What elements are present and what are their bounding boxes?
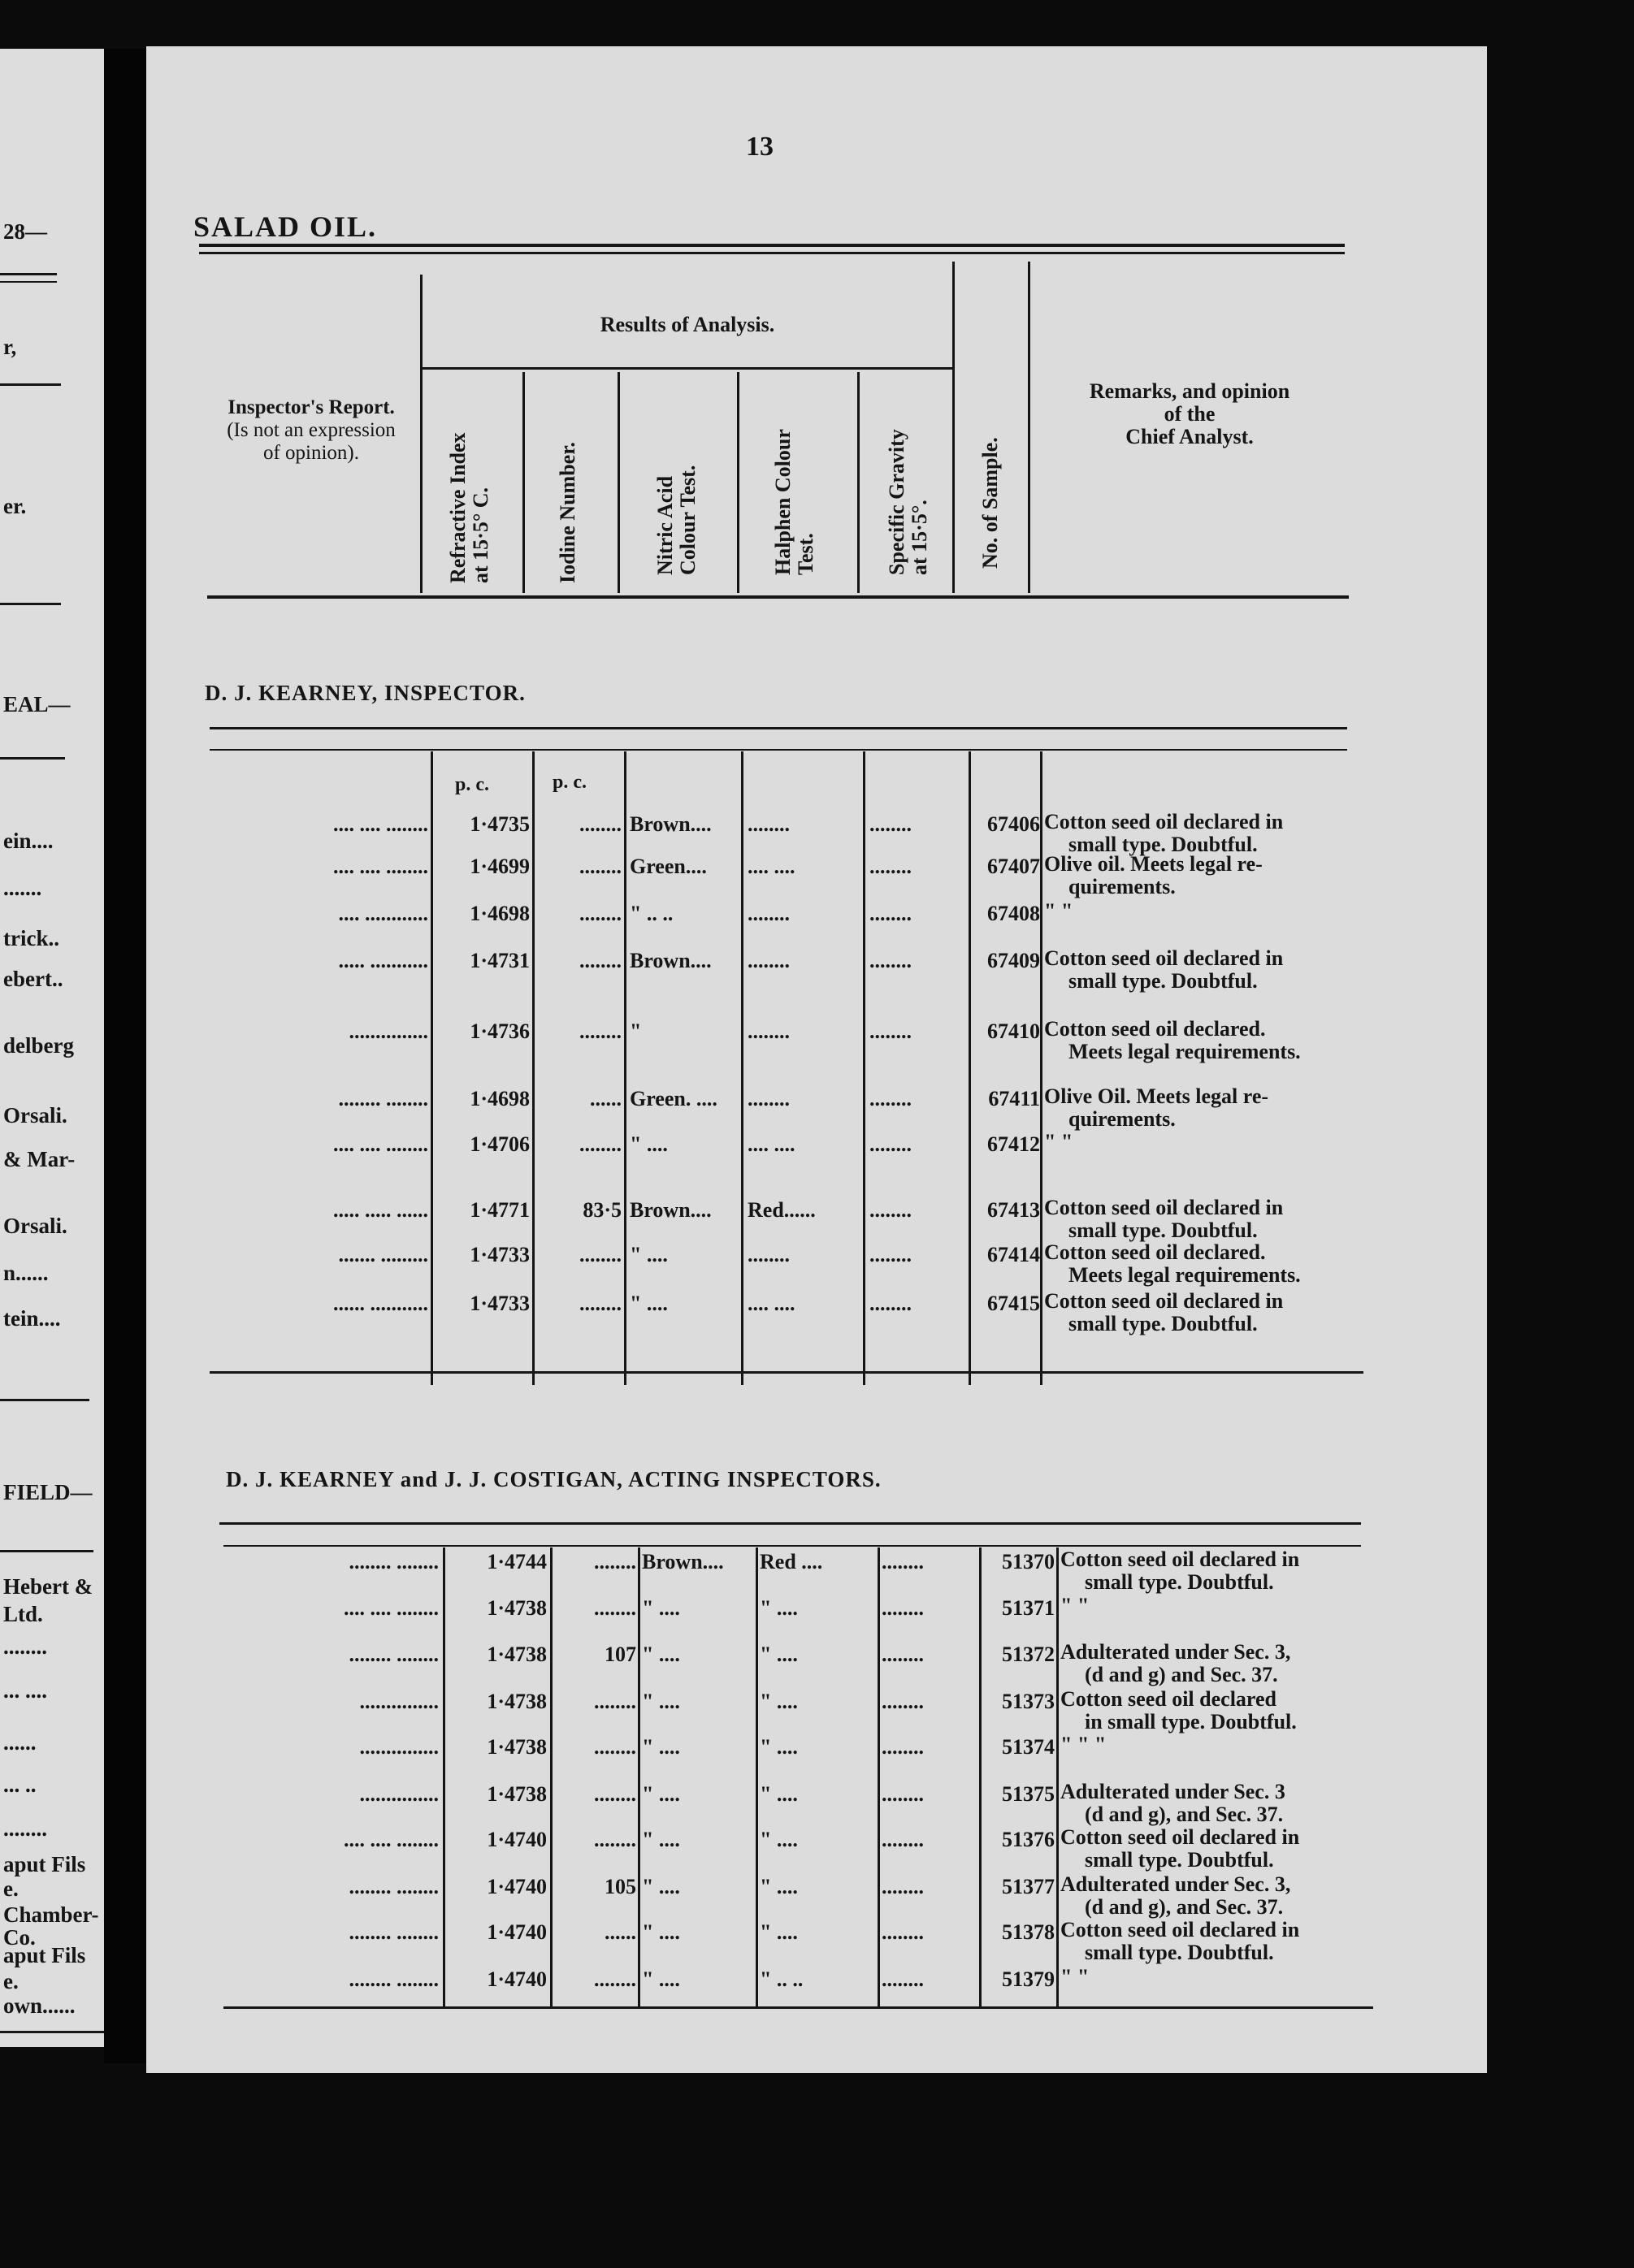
section1-divider xyxy=(741,751,743,1385)
nitric-acid-cell: " .... xyxy=(642,1735,680,1759)
inspector-report-cell: ....... ......... xyxy=(338,1243,428,1266)
remarks-line: (d and g), and Sec. 37. xyxy=(1085,1803,1284,1826)
section1-bottom-rule xyxy=(210,1371,1363,1374)
refractive-index-header: Refractive Index at 15·5° C. xyxy=(446,432,492,583)
left-page-fragment: r, xyxy=(3,335,17,359)
sample-number-cell: 67415 xyxy=(987,1292,1040,1315)
remarks-line: quirements. xyxy=(1068,875,1176,898)
remarks-line: small type. Doubtful. xyxy=(1068,969,1258,993)
iodine-number-cell: 107 xyxy=(605,1643,636,1666)
iodine-number-cell: ........ xyxy=(579,812,622,836)
halphen-cell: ........ xyxy=(748,812,790,836)
iodine-number-header: Iodine Number. xyxy=(556,442,579,583)
refractive-index-cell: 1·4735 xyxy=(470,812,530,836)
refractive-index-cell: 1·4740 xyxy=(487,1828,547,1851)
inspector-report-cell: ..... ..... ...... xyxy=(333,1198,428,1222)
sample-number-cell: 67409 xyxy=(987,949,1040,972)
remarks-line: " " xyxy=(1044,899,1073,923)
remarks-line: " " xyxy=(1060,1965,1090,1989)
nitric-acid-cell: Brown.... xyxy=(630,1198,712,1222)
remarks-line: Cotton seed oil declared in xyxy=(1060,1547,1300,1571)
specific-gravity-cell: ........ xyxy=(869,1198,912,1222)
refractive-index-cell: 1·4738 xyxy=(487,1643,547,1666)
halphen-cell: ........ xyxy=(748,949,790,972)
inspector-report-cell: ........ ........ xyxy=(349,1550,439,1573)
title-rule-2 xyxy=(199,252,1345,254)
halphen-cell: " .... xyxy=(760,1596,798,1620)
inspector-report-cell: ........ ........ xyxy=(349,1643,439,1666)
remarks-cell xyxy=(1044,1241,1301,1287)
section2-divider xyxy=(443,1547,445,2006)
left-page-fragment: ein.... xyxy=(3,829,54,853)
iodine-number-cell: ........ xyxy=(579,902,622,925)
left-page-fragment: trick.. xyxy=(3,926,59,950)
header-divider xyxy=(737,372,739,593)
section1-divider xyxy=(624,751,626,1385)
halphen-header: Halphen Colour Test. xyxy=(771,429,817,575)
nitric-acid-cell: " .... xyxy=(642,1690,680,1713)
remarks-line: quirements. xyxy=(1068,1107,1176,1131)
left-page-fragment: delberg xyxy=(3,1033,74,1058)
left-page-rule xyxy=(0,603,61,605)
inspector-report-cell: ............... xyxy=(349,1019,428,1043)
halphen-cell: " .... xyxy=(760,1920,798,1944)
halphen-cell: ........ xyxy=(748,1243,790,1266)
iodine-number-cell: ........ xyxy=(594,1828,636,1851)
specific-gravity-cell: ........ xyxy=(869,1292,912,1315)
page-title: SALAD OIL. xyxy=(193,210,378,243)
remarks-line: Meets legal requirements. xyxy=(1068,1263,1301,1287)
sample-number-cell: 51375 xyxy=(1002,1782,1055,1806)
halphen-cell: ........ xyxy=(748,902,790,925)
remarks-line: small type. Doubtful. xyxy=(1085,1941,1274,1964)
refractive-index-cell: 1·4733 xyxy=(470,1243,530,1266)
remarks-cell xyxy=(1044,1018,1301,1063)
specific-gravity-cell: ........ xyxy=(869,1243,912,1266)
left-page-fragment: ........ xyxy=(3,1634,47,1659)
left-page-fragment: e. xyxy=(3,1876,19,1901)
remarks-cell xyxy=(1044,811,1283,856)
remarks-line: (d and g), and Sec. 37. xyxy=(1085,1895,1284,1919)
left-page-rule xyxy=(0,2031,104,2033)
iodine-number-cell: ...... xyxy=(590,1087,622,1110)
specific-gravity-cell: ........ xyxy=(882,1643,924,1666)
refractive-index-cell: 1·4698 xyxy=(470,902,530,925)
sample-number-cell: 67410 xyxy=(987,1019,1040,1043)
refractive-index-cell: 1·4740 xyxy=(487,1967,547,1991)
sample-number-cell: 51378 xyxy=(1002,1920,1055,1944)
specific-gravity-cell: ........ xyxy=(869,1019,912,1043)
iodine-number-cell: ........ xyxy=(594,1690,636,1713)
halphen-cell: .... .... xyxy=(748,1132,795,1156)
sample-number-cell: 51373 xyxy=(1002,1690,1055,1713)
header-divider xyxy=(618,372,620,593)
nitric-acid-cell: Green.... xyxy=(630,855,707,878)
specific-gravity-cell: ........ xyxy=(869,855,912,878)
left-page-fragment: e. xyxy=(3,1969,19,1993)
iodine-number-cell: 105 xyxy=(605,1875,636,1898)
left-page-fragment: n...... xyxy=(3,1261,49,1285)
inspector-report-cell: ..... ........... xyxy=(338,949,428,972)
halphen-cell: " .... xyxy=(760,1735,798,1759)
specific-gravity-cell: ........ xyxy=(869,812,912,836)
iodine-unit: p. c. xyxy=(553,772,587,793)
halphen-cell: Red .... xyxy=(760,1550,823,1573)
sample-number-cell: 51370 xyxy=(1002,1550,1055,1573)
nitric-acid-cell: Green. .... xyxy=(630,1087,717,1110)
iodine-number-cell: ........ xyxy=(579,949,622,972)
specific-gravity-cell: ........ xyxy=(882,1596,924,1620)
nitric-acid-cell: " .... xyxy=(642,1967,680,1991)
refractive-index-cell: 1·4744 xyxy=(487,1550,547,1573)
section1-rule xyxy=(210,749,1347,751)
nitric-acid-cell: " .... xyxy=(642,1643,680,1666)
iodine-number-cell: ...... xyxy=(605,1920,636,1944)
refractive-index-cell: 1·4738 xyxy=(487,1735,547,1759)
left-page-fragment: aput Fils xyxy=(3,1943,86,1967)
remarks-cell xyxy=(1044,1131,1073,1153)
iodine-number-cell: ........ xyxy=(594,1782,636,1806)
results-of-analysis-header: Results of Analysis. xyxy=(600,313,775,336)
results-rule xyxy=(423,367,952,370)
remarks-line: small type. Doubtful. xyxy=(1068,833,1258,856)
halphen-cell: ........ xyxy=(748,1087,790,1110)
section2-divider xyxy=(638,1547,640,2006)
remarks-line: Cotton seed oil declared. xyxy=(1044,1240,1266,1264)
remarks-line: " " xyxy=(1044,1130,1073,1153)
remarks-line: Cotton seed oil declared in xyxy=(1044,1289,1284,1313)
remarks-cell xyxy=(1044,853,1263,898)
refractive-index-cell: 1·4736 xyxy=(470,1019,530,1043)
remarks-cell xyxy=(1060,1548,1299,1594)
nitric-acid-cell: Brown.... xyxy=(642,1550,724,1573)
header-bottom-rule xyxy=(207,595,1349,599)
refractive-index-cell: 1·4699 xyxy=(470,855,530,878)
specific-gravity-header: Specific Gravity at 15·5°. xyxy=(885,429,931,575)
specific-gravity-cell: ........ xyxy=(869,1132,912,1156)
refractive-index-cell: 1·4771 xyxy=(470,1198,530,1222)
halphen-cell: " .... xyxy=(760,1828,798,1851)
section2-divider xyxy=(756,1547,758,2006)
remarks-cell xyxy=(1060,1641,1290,1686)
sample-number-cell: 67408 xyxy=(987,902,1040,925)
remarks-line: small type. Doubtful. xyxy=(1068,1312,1258,1335)
left-page-fragment: FIELD— xyxy=(3,1480,93,1504)
sample-number-header: No. of Sample. xyxy=(978,437,1002,569)
sample-number-cell: 51372 xyxy=(1002,1643,1055,1666)
section2-divider xyxy=(878,1547,880,2006)
remarks-line: Adulterated under Sec. 3, xyxy=(1060,1640,1291,1664)
remarks-cell xyxy=(1060,1966,1089,1989)
iodine-number-cell: ........ xyxy=(594,1967,636,1991)
iodine-number-cell: ........ xyxy=(579,1132,622,1156)
sample-number-cell: 67407 xyxy=(987,855,1040,878)
remarks-line: (d and g) and Sec. 37. xyxy=(1085,1663,1278,1686)
remarks-cell xyxy=(1044,1085,1268,1131)
nitric-acid-cell: Brown.... xyxy=(630,949,712,972)
halphen-cell: " .... xyxy=(760,1690,798,1713)
section1-divider xyxy=(969,751,971,1385)
refractive-index-cell: 1·4738 xyxy=(487,1782,547,1806)
remarks-line: small type. Doubtful. xyxy=(1085,1848,1274,1872)
halphen-cell: " .... xyxy=(760,1643,798,1666)
iodine-number-cell: ........ xyxy=(579,1243,622,1266)
section1-divider xyxy=(532,751,535,1385)
left-page-fragment: ... .... xyxy=(3,1678,47,1703)
inspector-report-cell: ........ ........ xyxy=(338,1087,428,1110)
remarks-line: Cotton seed oil declared. xyxy=(1044,1017,1266,1041)
refractive-unit: p. c. xyxy=(455,774,489,795)
inspector-report-cell: ...... ........... xyxy=(333,1292,428,1315)
remarks-line: Cotton seed oil declared in xyxy=(1044,1196,1284,1219)
section2-divider xyxy=(979,1547,982,2006)
remarks-line: " " xyxy=(1060,1594,1090,1617)
remarks-line: small type. Doubtful. xyxy=(1068,1218,1258,1242)
left-page-fragment: er. xyxy=(3,494,27,518)
section1-divider xyxy=(431,751,433,1385)
section2-heading: D. J. KEARNEY and J. J. COSTIGAN, ACTING INSPECTORS. xyxy=(226,1467,882,1491)
nitric-acid-cell: " .... xyxy=(642,1920,680,1944)
iodine-number-cell: ........ xyxy=(579,1292,622,1315)
left-page-fragment: & Mar- xyxy=(3,1147,76,1171)
nitric-acid-cell: " .... xyxy=(642,1828,680,1851)
remarks-line: Adulterated under Sec. 3 xyxy=(1060,1780,1285,1803)
remarks-line: Cotton seed oil declared in xyxy=(1044,946,1284,970)
iodine-number-cell: ........ xyxy=(594,1596,636,1620)
sample-number-cell: 51371 xyxy=(1002,1596,1055,1620)
inspector-report-cell: .... ............ xyxy=(338,902,428,925)
refractive-index-cell: 1·4738 xyxy=(487,1690,547,1713)
iodine-number-cell: ........ xyxy=(579,855,622,878)
nitric-acid-cell: " .... xyxy=(630,1292,668,1315)
inspector-report-cell: ........ ........ xyxy=(349,1967,439,1991)
left-page-fragment: aput Fils xyxy=(3,1852,86,1876)
left-page-fragment: Ltd. xyxy=(3,1602,43,1626)
sample-number-cell: 67413 xyxy=(987,1198,1040,1222)
left-page-rule xyxy=(0,1399,89,1401)
specific-gravity-cell: ........ xyxy=(882,1875,924,1898)
remarks-line: in small type. Doubtful. xyxy=(1085,1710,1297,1733)
sample-number-cell: 51379 xyxy=(1002,1967,1055,1991)
inspector-report-cell: ............... xyxy=(359,1690,439,1713)
inspector-report-cell: .... .... ........ xyxy=(333,812,428,836)
left-page-fragment: tein.... xyxy=(3,1306,61,1331)
iodine-number-cell: ........ xyxy=(594,1550,636,1573)
title-rule-1 xyxy=(199,244,1345,247)
refractive-index-cell: 1·4698 xyxy=(470,1087,530,1110)
halphen-cell: .... .... xyxy=(748,1292,795,1315)
inspector-report-cell: .... .... ........ xyxy=(344,1596,439,1620)
remarks-cell xyxy=(1060,1781,1285,1826)
remarks-line: Meets legal requirements. xyxy=(1068,1040,1301,1063)
nitric-acid-cell: " .... xyxy=(630,1132,668,1156)
remarks-line: Cotton seed oil declared in xyxy=(1044,810,1284,833)
remarks-line: Adulterated under Sec. 3, xyxy=(1060,1872,1291,1896)
inspector-report-cell: ............... xyxy=(359,1735,439,1759)
specific-gravity-cell: ........ xyxy=(869,949,912,972)
sample-number-cell: 67412 xyxy=(987,1132,1040,1156)
inspector-report-cell: ............... xyxy=(359,1782,439,1806)
section2-bottom-rule xyxy=(223,2006,1373,2009)
halphen-cell: .... .... xyxy=(748,855,795,878)
left-page-fragment: ........ xyxy=(3,1816,47,1841)
remarks-line: small type. Doubtful. xyxy=(1085,1570,1274,1594)
left-page-fragment: Orsali. xyxy=(3,1103,67,1128)
section1-divider xyxy=(1040,751,1042,1385)
inspector-report-cell: .... .... ........ xyxy=(333,855,428,878)
specific-gravity-cell: ........ xyxy=(882,1828,924,1851)
remarks-line: Olive oil. Meets legal re- xyxy=(1044,852,1263,876)
left-page-rule xyxy=(0,757,65,760)
left-page-fragment: own...... xyxy=(3,1993,76,2018)
left-page-fragment: ...... xyxy=(3,1730,37,1755)
page-number: 13 xyxy=(746,132,774,162)
halphen-cell: ........ xyxy=(748,1019,790,1043)
left-page-fragment: ebert.. xyxy=(3,967,63,991)
inspector-report-header: Inspector's Report. (Is not an expression of opinion). xyxy=(227,396,396,464)
left-page-fragment: Chamber- xyxy=(3,1902,99,1927)
left-page-fragment: ... .. xyxy=(3,1772,37,1797)
iodine-number-cell: 83·5 xyxy=(583,1198,622,1222)
specific-gravity-cell: ........ xyxy=(882,1967,924,1991)
nitric-acid-cell: " .... xyxy=(642,1875,680,1898)
book-gutter xyxy=(104,49,146,2063)
header-divider xyxy=(522,372,525,593)
remarks-cell xyxy=(1044,1197,1283,1242)
nitric-acid-header: Nitric Acid Colour Test. xyxy=(653,465,700,575)
section1-divider xyxy=(863,751,865,1385)
refractive-index-cell: 1·4740 xyxy=(487,1875,547,1898)
nitric-acid-cell: " .... xyxy=(642,1596,680,1620)
nitric-acid-cell: " xyxy=(630,1019,642,1043)
header-divider xyxy=(857,372,860,593)
specific-gravity-cell: ........ xyxy=(882,1735,924,1759)
sample-number-cell: 67414 xyxy=(987,1243,1040,1266)
specific-gravity-cell: ........ xyxy=(869,1087,912,1110)
remarks-cell xyxy=(1060,1873,1290,1919)
sample-number-cell: 51377 xyxy=(1002,1875,1055,1898)
remarks-header: Remarks, and opinion of the Chief Analyst. xyxy=(1089,379,1290,448)
nitric-acid-cell: Brown.... xyxy=(630,812,712,836)
refractive-index-cell: 1·4738 xyxy=(487,1596,547,1620)
remarks-cell xyxy=(1060,1595,1089,1617)
specific-gravity-cell: ........ xyxy=(882,1920,924,1944)
remarks-cell xyxy=(1060,1826,1299,1872)
remarks-cell xyxy=(1044,1290,1283,1335)
iodine-number-cell: ........ xyxy=(594,1735,636,1759)
remarks-cell xyxy=(1044,947,1283,993)
left-page-rule xyxy=(0,383,61,386)
section1-top-rule xyxy=(210,727,1347,729)
sample-number-cell: 51376 xyxy=(1002,1828,1055,1851)
remarks-line: Cotton seed oil declared xyxy=(1060,1687,1276,1711)
refractive-index-cell: 1·4740 xyxy=(487,1920,547,1944)
halphen-cell: " .... xyxy=(760,1875,798,1898)
halphen-cell: " .. .. xyxy=(760,1967,804,1991)
left-page-fragment: Hebert & xyxy=(3,1574,93,1599)
sample-number-cell: 51374 xyxy=(1002,1735,1055,1759)
header-divider xyxy=(952,262,955,593)
specific-gravity-cell: ........ xyxy=(882,1690,924,1713)
section2-divider xyxy=(1056,1547,1059,2006)
inspector-report-cell: .... .... ........ xyxy=(344,1828,439,1851)
nitric-acid-cell: " .... xyxy=(630,1243,668,1266)
inspector-report-cell: ........ ........ xyxy=(349,1875,439,1898)
halphen-cell: Red...... xyxy=(748,1198,816,1222)
left-page-fragment: Co. xyxy=(3,1925,36,1950)
remarks-cell xyxy=(1060,1733,1106,1756)
remarks-line: Cotton seed oil declared in xyxy=(1060,1918,1300,1941)
inspector-report-cell: ........ ........ xyxy=(349,1920,439,1944)
refractive-index-cell: 1·4706 xyxy=(470,1132,530,1156)
nitric-acid-cell: " .... xyxy=(642,1782,680,1806)
section2-rule xyxy=(223,1545,1361,1547)
sample-number-cell: 67406 xyxy=(987,812,1040,836)
nitric-acid-cell: " .. .. xyxy=(630,902,674,925)
remarks-line: Olive Oil. Meets legal re- xyxy=(1044,1084,1269,1108)
specific-gravity-cell: ........ xyxy=(869,902,912,925)
remarks-line: " " " xyxy=(1060,1733,1107,1756)
left-page-fragment: 28— xyxy=(3,219,47,244)
specific-gravity-cell: ........ xyxy=(882,1550,924,1573)
left-page-rule xyxy=(0,273,57,275)
remarks-cell xyxy=(1044,900,1073,923)
left-page-fragment: ....... xyxy=(3,876,42,900)
specific-gravity-cell: ........ xyxy=(882,1782,924,1806)
left-page-rule xyxy=(0,281,57,283)
refractive-index-cell: 1·4731 xyxy=(470,949,530,972)
remarks-line: Cotton seed oil declared in xyxy=(1060,1825,1300,1849)
section2-top-rule xyxy=(219,1522,1361,1525)
section1-heading: D. J. KEARNEY, INSPECTOR. xyxy=(205,681,526,705)
iodine-number-cell: ........ xyxy=(579,1019,622,1043)
halphen-cell: " .... xyxy=(760,1782,798,1806)
sample-number-cell: 67411 xyxy=(988,1087,1040,1110)
refractive-index-cell: 1·4733 xyxy=(470,1292,530,1315)
left-page-fragment: Orsali. xyxy=(3,1214,67,1238)
left-page-fragment: EAL— xyxy=(3,692,71,716)
left-page-rule xyxy=(0,1550,93,1552)
remarks-cell xyxy=(1060,1688,1297,1733)
remarks-cell xyxy=(1060,1919,1299,1964)
inspector-report-cell: .... .... ........ xyxy=(333,1132,428,1156)
